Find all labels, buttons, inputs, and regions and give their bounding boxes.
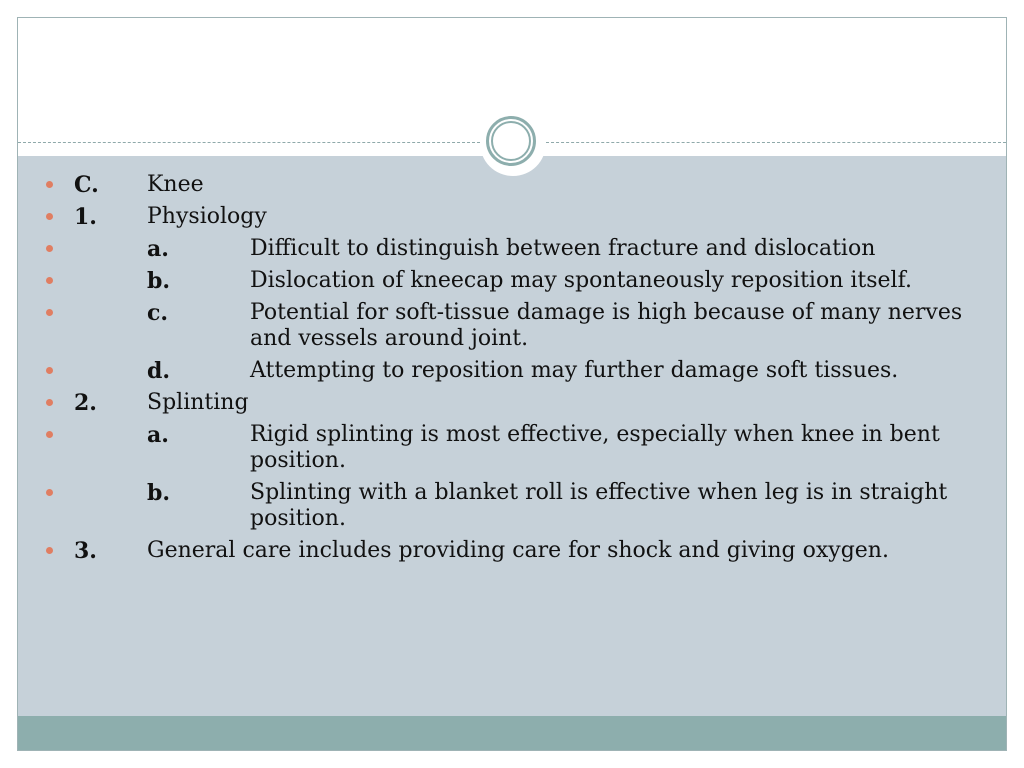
list-item bbox=[42, 300, 982, 352]
list-marker: c. bbox=[147, 300, 169, 326]
bullet-icon bbox=[46, 431, 53, 438]
list-marker: b. bbox=[147, 268, 171, 294]
list-item bbox=[42, 358, 982, 384]
list-item bbox=[42, 172, 982, 198]
list-marker: d. bbox=[147, 358, 171, 384]
list-text: Splinting with a blanket roll is effective when leg is in straight position. bbox=[250, 480, 948, 531]
list-text: Attempting to reposition may further damage soft tissues. bbox=[250, 358, 899, 383]
list-marker: 1. bbox=[74, 204, 97, 230]
list-item bbox=[42, 390, 982, 416]
bullet-icon bbox=[46, 309, 53, 316]
list-marker: 3. bbox=[74, 538, 97, 564]
list-item bbox=[42, 268, 982, 294]
list-text: Rigid splinting is most effective, especially when knee in bent position. bbox=[250, 422, 940, 473]
bullet-icon bbox=[46, 213, 53, 220]
list-item bbox=[42, 538, 982, 564]
bullet-list bbox=[42, 172, 982, 570]
bullet-icon bbox=[46, 489, 53, 496]
list-marker: a. bbox=[147, 236, 169, 262]
bullet-icon bbox=[46, 399, 53, 406]
divider-line-right bbox=[546, 142, 1006, 143]
ornament-inner-circle bbox=[491, 121, 531, 161]
footer-band bbox=[18, 716, 1006, 750]
bullet-icon bbox=[46, 277, 53, 284]
list-item bbox=[42, 480, 982, 532]
list-marker: b. bbox=[147, 480, 171, 506]
list-text: Dislocation of kneecap may spontaneously reposition itself. bbox=[250, 268, 912, 293]
divider-line-left bbox=[18, 142, 480, 143]
list-item bbox=[42, 204, 982, 230]
list-text: Difficult to distinguish between fracture and dislocation bbox=[250, 236, 876, 261]
list-marker: C. bbox=[74, 172, 99, 198]
list-text: Potential for soft-tissue damage is high because of many nerves and vessels around joint. bbox=[250, 300, 963, 351]
bullet-icon bbox=[46, 547, 53, 554]
bullet-icon bbox=[46, 367, 53, 374]
list-text: Splinting bbox=[147, 390, 249, 415]
list-text: General care includes providing care for shock and giving oxygen. bbox=[147, 538, 889, 563]
bullet-icon bbox=[46, 181, 53, 188]
list-text: Physiology bbox=[147, 204, 267, 229]
bullet-icon bbox=[46, 245, 53, 252]
list-item bbox=[42, 236, 982, 262]
list-text: Knee bbox=[147, 172, 204, 197]
list-marker: 2. bbox=[74, 390, 97, 416]
list-item bbox=[42, 422, 982, 474]
list-marker: a. bbox=[147, 422, 169, 448]
